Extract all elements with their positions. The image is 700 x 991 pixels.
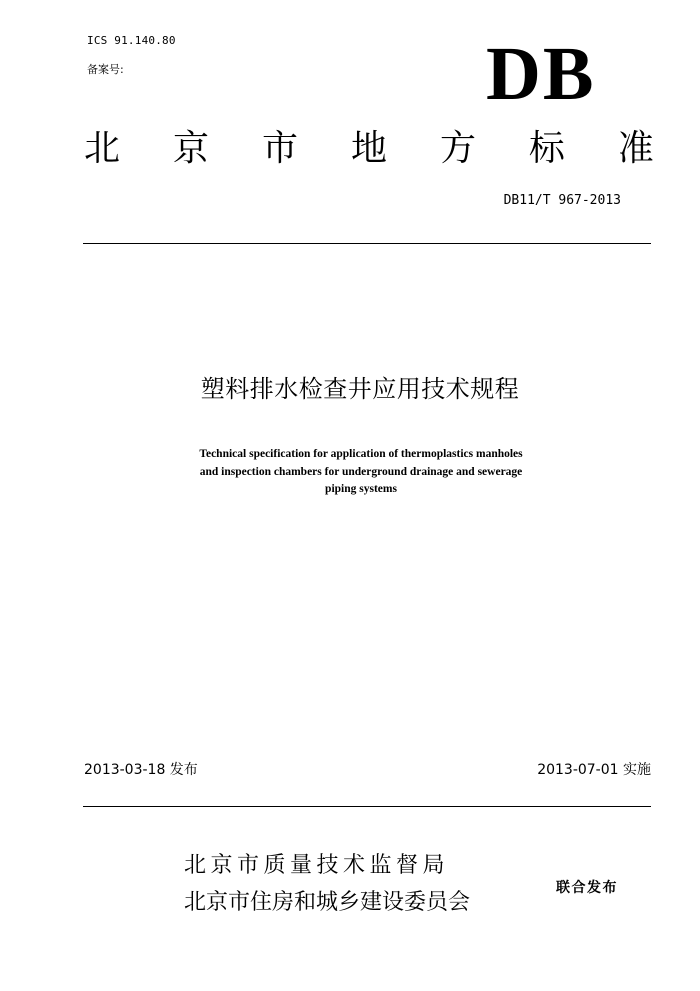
- title-english-line: piping systems: [325, 483, 397, 495]
- implementation-date: 2013-07-01 实施: [537, 762, 651, 778]
- issue-date: 2013-03-18 发布: [84, 762, 198, 778]
- standard-type-char: 北: [84, 128, 121, 169]
- title-english-line: Technical specification for application of thermoplastics manholes: [199, 448, 523, 460]
- top-divider: [83, 243, 651, 244]
- issuer-housing-commission: 北京市住房和城乡建设委员会: [184, 890, 471, 915]
- standard-type-char: 市: [261, 128, 298, 169]
- ics-code: ICS 91.140.80: [87, 34, 176, 47]
- db-logo: DB: [486, 32, 596, 116]
- standard-type-char: 京: [172, 128, 209, 169]
- standard-type-char: 地: [350, 128, 387, 169]
- standard-type-char: 标: [528, 128, 565, 169]
- title-english: [0, 446, 700, 499]
- filing-number-label: 备案号:: [87, 63, 124, 76]
- joint-issue-label: 联合发布: [556, 880, 618, 896]
- standard-type-heading: [84, 126, 654, 172]
- standard-type-char: 方: [439, 128, 476, 169]
- standard-type-char: 准: [617, 128, 654, 169]
- title-chinese: 塑料排水检查井应用技术规程: [200, 375, 520, 403]
- standard-number: DB11/T 967-2013: [503, 193, 621, 208]
- issuer-quality-bureau: 北京市质量技术监督局: [184, 853, 450, 878]
- title-english-line: and inspection chambers for underground drainage and sewerage: [199, 465, 523, 478]
- bottom-divider: [83, 806, 651, 807]
